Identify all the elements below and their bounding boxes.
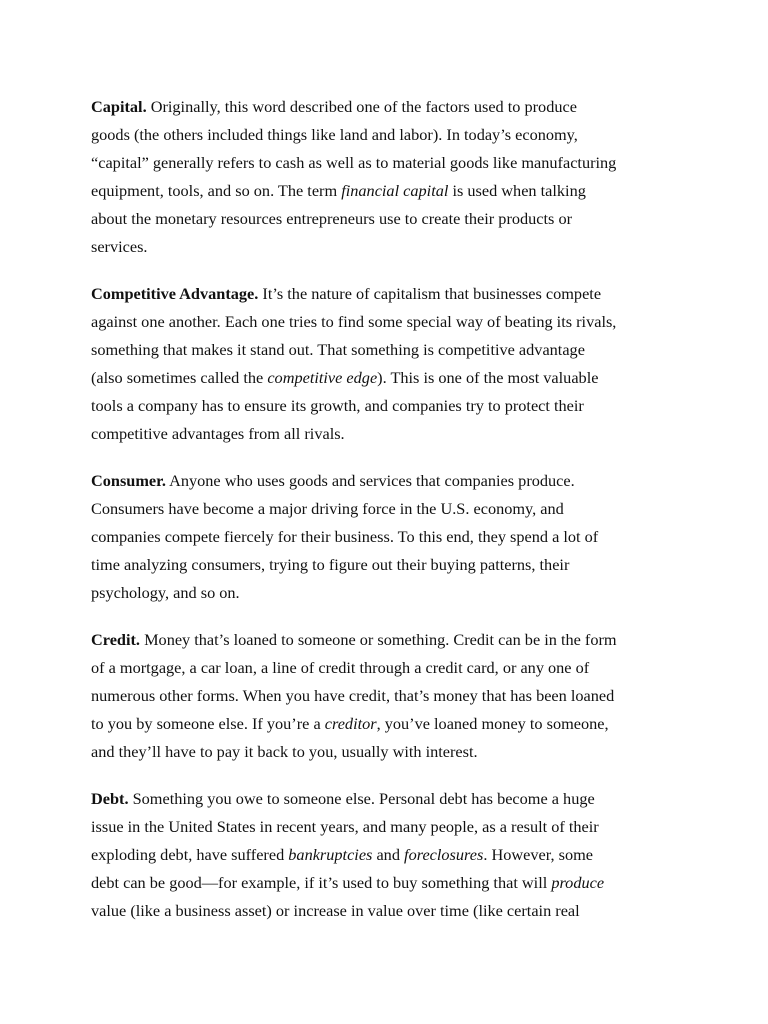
text-run: about the monetary resources entrepreneurs use to create their products or bbox=[91, 209, 573, 228]
italic-term: creditor bbox=[324, 714, 377, 733]
text-line bbox=[91, 654, 691, 682]
term-heading: Competitive Advantage. bbox=[91, 284, 259, 303]
text-line bbox=[91, 710, 691, 738]
text-run: and they’ll have to pay it back to you, usually with interest. bbox=[91, 742, 478, 761]
text-line bbox=[91, 149, 691, 177]
glossary-entry-consumer bbox=[91, 467, 691, 607]
text-run: and bbox=[372, 845, 405, 864]
text-line bbox=[91, 869, 691, 897]
glossary-entry-competitive-advantage bbox=[91, 280, 691, 448]
text-run: equipment, tools, and so on. The term bbox=[91, 181, 342, 200]
text-line bbox=[91, 841, 691, 869]
text-run: It’s the nature of capitalism that businesses compete bbox=[262, 284, 602, 303]
italic-term: produce bbox=[551, 873, 605, 892]
text-run: . However, some bbox=[483, 845, 594, 864]
text-run: something that makes it stand out. That something is competitive advantage bbox=[91, 340, 585, 359]
text-run: psychology, and so on. bbox=[91, 583, 240, 602]
text-line bbox=[91, 420, 691, 448]
text-run: (also sometimes called the bbox=[91, 368, 268, 387]
text-line bbox=[91, 495, 691, 523]
text-run: “capital” generally refers to cash as well as to material goods like manufacturing bbox=[91, 153, 617, 172]
text-run: Money that’s loaned to someone or something. Credit can be in the form bbox=[144, 630, 617, 649]
text-line bbox=[91, 682, 691, 710]
text-line bbox=[91, 738, 691, 766]
term-heading: Credit. bbox=[91, 630, 140, 649]
text-run: Consumers have become a major driving force in the U.S. economy, and bbox=[91, 499, 564, 518]
text-run: Originally, this word described one of the factors used to produce bbox=[150, 97, 577, 116]
text-run: numerous other forms. When you have credit, that’s money that has been loaned bbox=[91, 686, 615, 705]
text-line bbox=[91, 579, 691, 607]
italic-term: competitive edge bbox=[267, 368, 378, 387]
term-heading: Consumer. bbox=[91, 471, 166, 490]
text-line bbox=[91, 121, 691, 149]
term-heading: Capital. bbox=[91, 97, 147, 116]
text-run: competitive advantages from all rivals. bbox=[91, 424, 345, 443]
text-run: against one another. Each one tries to find some special way of beating its rivals, bbox=[91, 312, 617, 331]
italic-term: foreclosures bbox=[404, 845, 484, 864]
text-line bbox=[91, 205, 691, 233]
glossary-entry-credit bbox=[91, 626, 691, 766]
text-line bbox=[91, 93, 691, 121]
text-run: exploding debt, have suffered bbox=[91, 845, 289, 864]
text-run: companies compete fiercely for their business. To this end, they spend a lot of bbox=[91, 527, 599, 546]
text-line bbox=[91, 177, 691, 205]
text-run: Anyone who uses goods and services that companies produce. bbox=[169, 471, 575, 490]
text-run: to you by someone else. If you’re a bbox=[91, 714, 325, 733]
glossary-entry-capital bbox=[91, 93, 691, 261]
text-line bbox=[91, 626, 691, 654]
text-run: value (like a business asset) or increase in value over time (like certain real bbox=[91, 901, 580, 920]
text-line bbox=[91, 392, 691, 420]
text-run: tools a company has to ensure its growth, and companies try to protect their bbox=[91, 396, 584, 415]
glossary-entry-debt bbox=[91, 785, 691, 925]
text-line bbox=[91, 523, 691, 551]
text-run: ). This is one of the most valuable bbox=[377, 368, 599, 387]
text-line bbox=[91, 336, 691, 364]
text-line bbox=[91, 233, 691, 261]
text-run: goods (the others included things like land and labor). In today’s economy, bbox=[91, 125, 578, 144]
text-run: , you’ve loaned money to someone, bbox=[376, 714, 609, 733]
text-run: is used when talking bbox=[448, 181, 586, 200]
text-line bbox=[91, 308, 691, 336]
text-line bbox=[91, 785, 691, 813]
italic-term: bankruptcies bbox=[288, 845, 373, 864]
text-line bbox=[91, 551, 691, 579]
glossary-text bbox=[91, 93, 691, 944]
text-run: issue in the United States in recent years, and many people, as a result of their bbox=[91, 817, 599, 836]
text-run: of a mortgage, a car loan, a line of credit through a credit card, or any one of bbox=[91, 658, 590, 677]
text-run: time analyzing consumers, trying to figure out their buying patterns, their bbox=[91, 555, 570, 574]
text-run: services. bbox=[91, 237, 148, 256]
text-line bbox=[91, 467, 691, 495]
text-line bbox=[91, 897, 691, 925]
text-run: debt can be good—for example, if it’s used to buy something that will bbox=[91, 873, 552, 892]
text-line bbox=[91, 364, 691, 392]
italic-term: financial capital bbox=[341, 181, 449, 200]
text-line bbox=[91, 813, 691, 841]
text-line bbox=[91, 280, 691, 308]
text-run: Something you owe to someone else. Personal debt has become a huge bbox=[132, 789, 595, 808]
term-heading: Debt. bbox=[91, 789, 129, 808]
